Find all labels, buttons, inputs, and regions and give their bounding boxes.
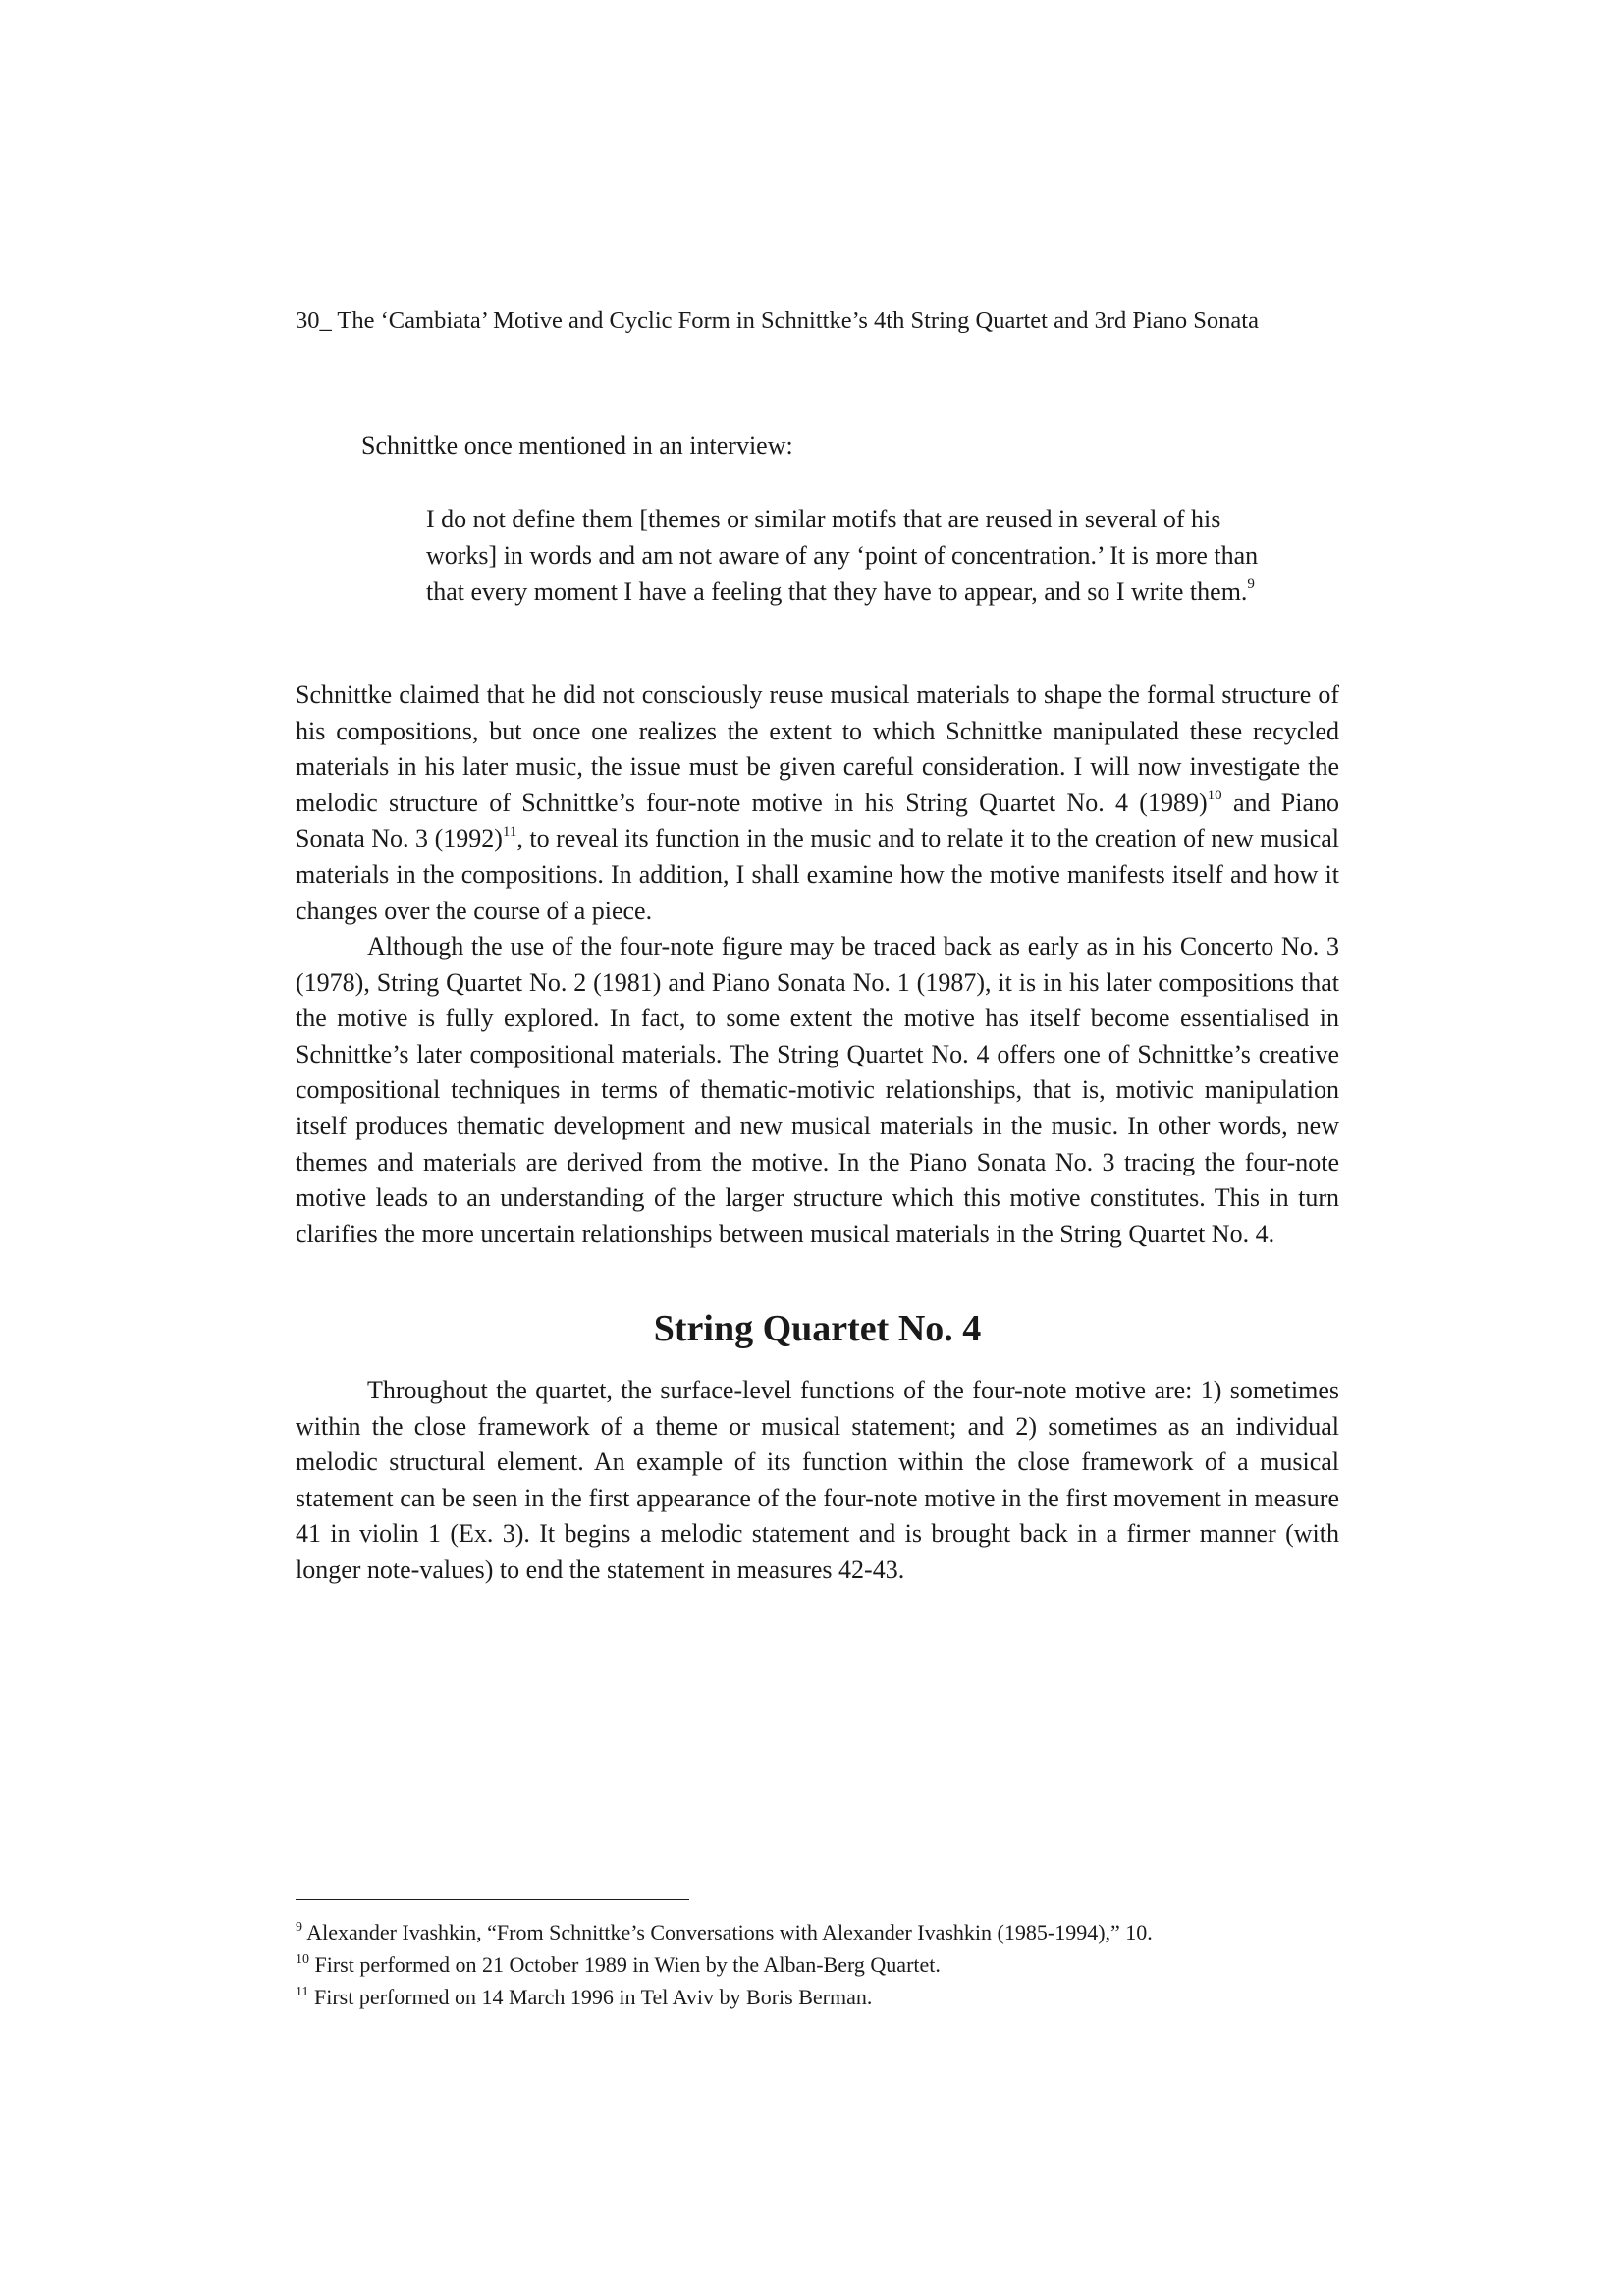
block-quote-text — [426, 501, 1271, 610]
quote-text: I do not define them [themes or similar motifs that are reused in several of his works] in words and am not aware of any ‘point of concentration.’ It is more than that every moment I have a feeling that they have to appear, and so I write them. — [426, 505, 1259, 606]
body-paragraph-1 — [296, 678, 1339, 929]
footnote-number: 9 — [296, 1919, 302, 1935]
para2-text: Although the use of the four-note figure may be traced back as early as in his Concerto No. 3 (1978), String Quartet No. 2 (1981) and Piano Sonata No. 1 (1987), it is in his later compositions that the motive is fully explored. In fact, to some extent the motive has itself become essentialised in Schnittke’s later compositional materials. The String Quartet No. 4 offers one of Schnittke’s creative compositional techniques in terms of thematic-motivic relationships, that is, motivic manipulation itself produces thematic development and new musical materials in the music. In other words, new themes and materials are derived from the motive. In the Piano Sonata No. 3 tracing the four-note motive leads to an understanding of the larger structure which this motive constitutes. This in turn clarifies the more uncertain relationships between musical materials in the String Quartet No. 4. — [296, 932, 1339, 1248]
footnote-text: First performed on 21 October 1989 in Wien by the Alban-Berg Quartet. — [309, 1952, 941, 1977]
footnote-number: 10 — [296, 1951, 309, 1967]
running-head: 30_ The ‘Cambiata’ Motive and Cyclic Form in Schnittke’s 4th String Quartet and 3rd Piano Sonata — [296, 307, 1259, 334]
block-quote — [426, 501, 1271, 610]
footnote-divider — [296, 1899, 689, 1900]
section-heading: String Quartet No. 4 — [653, 1308, 982, 1349]
footnote-text: Alexander Ivashkin, “From Schnittke’s Conversations with Alexander Ivashkin (1985-1994),” 10. — [302, 1920, 1153, 1944]
footnote-number: 11 — [296, 1984, 309, 1999]
footnote-10 — [296, 1948, 1339, 1981]
footnote-text: First performed on 14 March 1996 in Tel Aviv by Boris Berman. — [308, 1985, 873, 2009]
footnote-ref-11[interactable]: 11 — [502, 823, 517, 840]
footnotes — [296, 1916, 1339, 2013]
footnote-9 — [296, 1916, 1339, 1948]
body-paragraph-2 — [296, 929, 1339, 1252]
para3-text: Throughout the quartet, the surface-level functions of the four-note motive are: 1) sometimes within the close framework of a theme or musical statement; and 2) sometimes as an individual melodic structural element. An example of its function within the close framework of a musical statement can be seen in the first appearance of the four-note motive in the first movement in measure 41 in violin 1 (Ex. 3). It begins a melodic statement and is brought back in a firmer manner (with longer note-values) to end the statement in measures 42-43. — [296, 1376, 1339, 1584]
para1-text-b: and Piano Sonata No. 3 (1992) — [296, 788, 1340, 853]
para1-text-a: Schnittke claimed that he did not consciously reuse musical materials to shape the formal structure of his compositions, but once one realizes the extent to which Schnittke manipulated these recycled materials in his later music, the issue must be given careful consideration. I will now investigate the melodic structure of Schnittke’s four-note motive in his String Quartet No. 4 (1989) — [296, 681, 1339, 817]
footnote-ref-10[interactable]: 10 — [1207, 788, 1222, 804]
para1-text-c: , to reveal its function in the music and to relate it to the creation of new musical materials in the compositions. In addition, I shall examine how the motive manifests itself and how it changes over the course of a piece. — [296, 824, 1339, 925]
body-paragraph-3 — [296, 1373, 1339, 1589]
quote-intro-line: Schnittke once mentioned in an interview: — [361, 431, 793, 460]
footnote-11 — [296, 1981, 1339, 2013]
footnote-ref-9[interactable]: 9 — [1247, 576, 1255, 593]
document-page — [296, 0, 1339, 2296]
